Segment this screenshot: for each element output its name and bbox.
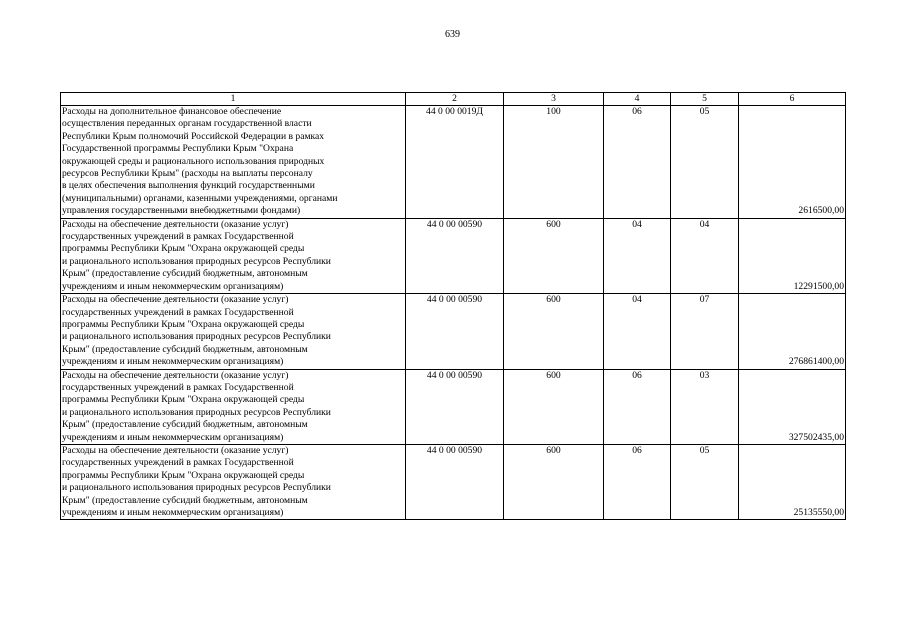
column-header: 2 xyxy=(406,93,504,106)
section-cell: 04 xyxy=(604,218,671,293)
subsection-cell: 05 xyxy=(671,444,739,519)
section-cell: 06 xyxy=(604,444,671,519)
description-line: осуществления переданных органам государственной власти xyxy=(62,118,312,130)
description-line: учреждениям и иным некоммерческим организациям) xyxy=(62,280,284,292)
expense-type-cell: 600 xyxy=(504,294,604,369)
description-line: в целях обеспечения выполнения функций государственными xyxy=(62,180,315,192)
table-row xyxy=(61,444,846,519)
description-line: Крым" (предоставление субсидий бюджетным, автономным xyxy=(62,419,308,431)
column-header: 6 xyxy=(739,93,846,106)
description-line: Республики Крым полномочий Российской Федерации в рамках xyxy=(62,130,325,142)
description-line: программы Республики Крым "Охрана окружающей среды xyxy=(62,318,305,330)
description-cell xyxy=(61,106,406,219)
description-cell xyxy=(61,444,406,519)
amount-cell: 12291500,00 xyxy=(739,218,846,293)
description-line: Государственной программы Республики Крым "Охрана xyxy=(62,143,294,155)
target-code-cell: 44 0 00 00590 xyxy=(406,294,504,369)
description-line: учреждениям и иным некоммерческим организациям) xyxy=(62,431,284,443)
section-cell: 04 xyxy=(604,294,671,369)
description-line: Расходы на дополнительное финансовое обеспечение xyxy=(62,106,282,117)
description-line: Крым" (предоставление субсидий бюджетным, автономным xyxy=(62,343,308,355)
description-line: государственных учреждений в рамках Государственной xyxy=(62,306,294,318)
expense-type-cell: 600 xyxy=(504,218,604,293)
column-header: 3 xyxy=(504,93,604,106)
budget-table xyxy=(60,92,846,520)
amount-cell: 327502435,00 xyxy=(739,369,846,444)
description-line: программы Республики Крым "Охрана окружающей среды xyxy=(62,243,305,255)
target-code-cell: 44 0 00 0019Д xyxy=(406,106,504,219)
target-code-cell: 44 0 00 00590 xyxy=(406,218,504,293)
table-row xyxy=(61,106,846,219)
description-line: и рационального использования природных ресурсов Республики xyxy=(62,406,331,418)
description-line: Расходы на обеспечение деятельности (оказание услуг) xyxy=(62,444,289,456)
description-line: программы Республики Крым "Охрана окружающей среды xyxy=(62,469,305,481)
amount-cell: 276861400,00 xyxy=(739,294,846,369)
page-number: 639 xyxy=(445,29,460,40)
description-line: Расходы на обеспечение деятельности (оказание услуг) xyxy=(62,294,289,306)
target-code-cell: 44 0 00 00590 xyxy=(406,444,504,519)
description-line: и рационального использования природных ресурсов Республики xyxy=(62,255,331,267)
description-line: учреждениям и иным некоммерческим организациям) xyxy=(62,356,284,368)
table-row xyxy=(61,369,846,444)
subsection-cell: 05 xyxy=(671,106,739,219)
description-line: и рационального использования природных ресурсов Республики xyxy=(62,482,331,494)
description-line: ресурсов Республики Крым" (расходы на выплаты персоналу xyxy=(62,168,313,180)
expense-type-cell: 600 xyxy=(504,444,604,519)
subsection-cell: 07 xyxy=(671,294,739,369)
column-header: 1 xyxy=(61,93,406,106)
description-line: и рационального использования природных ресурсов Республики xyxy=(62,331,331,343)
header-row xyxy=(61,93,846,106)
description-line: Расходы на обеспечение деятельности (оказание услуг) xyxy=(62,369,289,381)
description-cell xyxy=(61,218,406,293)
description-line: государственных учреждений в рамках Государственной xyxy=(62,231,294,243)
subsection-cell: 03 xyxy=(671,369,739,444)
description-line: Крым" (предоставление субсидий бюджетным, автономным xyxy=(62,268,308,280)
target-code-cell: 44 0 00 00590 xyxy=(406,369,504,444)
amount-cell: 2616500,00 xyxy=(739,106,846,219)
description-line: программы Республики Крым "Охрана окружающей среды xyxy=(62,394,305,406)
subsection-cell: 04 xyxy=(671,218,739,293)
description-line: государственных учреждений в рамках Государственной xyxy=(62,381,294,393)
description-line: (муниципальными) органами, казенными учреждениями, органами xyxy=(62,192,338,204)
description-cell xyxy=(61,294,406,369)
description-line: управления государственными внебюджетными фондами) xyxy=(62,205,301,217)
description-line: государственных учреждений в рамках Государственной xyxy=(62,457,294,469)
description-line: учреждениям и иным некоммерческим организациям) xyxy=(62,507,284,518)
section-cell: 06 xyxy=(604,106,671,219)
table-row xyxy=(61,218,846,293)
table-body xyxy=(61,106,846,520)
description-line: окружающей среды и рационального использования природных xyxy=(62,155,325,167)
table-row xyxy=(61,294,846,369)
section-cell: 06 xyxy=(604,369,671,444)
column-header: 4 xyxy=(604,93,671,106)
description-line: Расходы на обеспечение деятельности (оказание услуг) xyxy=(62,218,289,230)
column-header: 5 xyxy=(671,93,739,106)
description-line: Крым" (предоставление субсидий бюджетным, автономным xyxy=(62,494,308,506)
description-cell xyxy=(61,369,406,444)
amount-cell: 25135550,00 xyxy=(739,444,846,519)
expense-type-cell: 100 xyxy=(504,106,604,219)
expense-type-cell: 600 xyxy=(504,369,604,444)
